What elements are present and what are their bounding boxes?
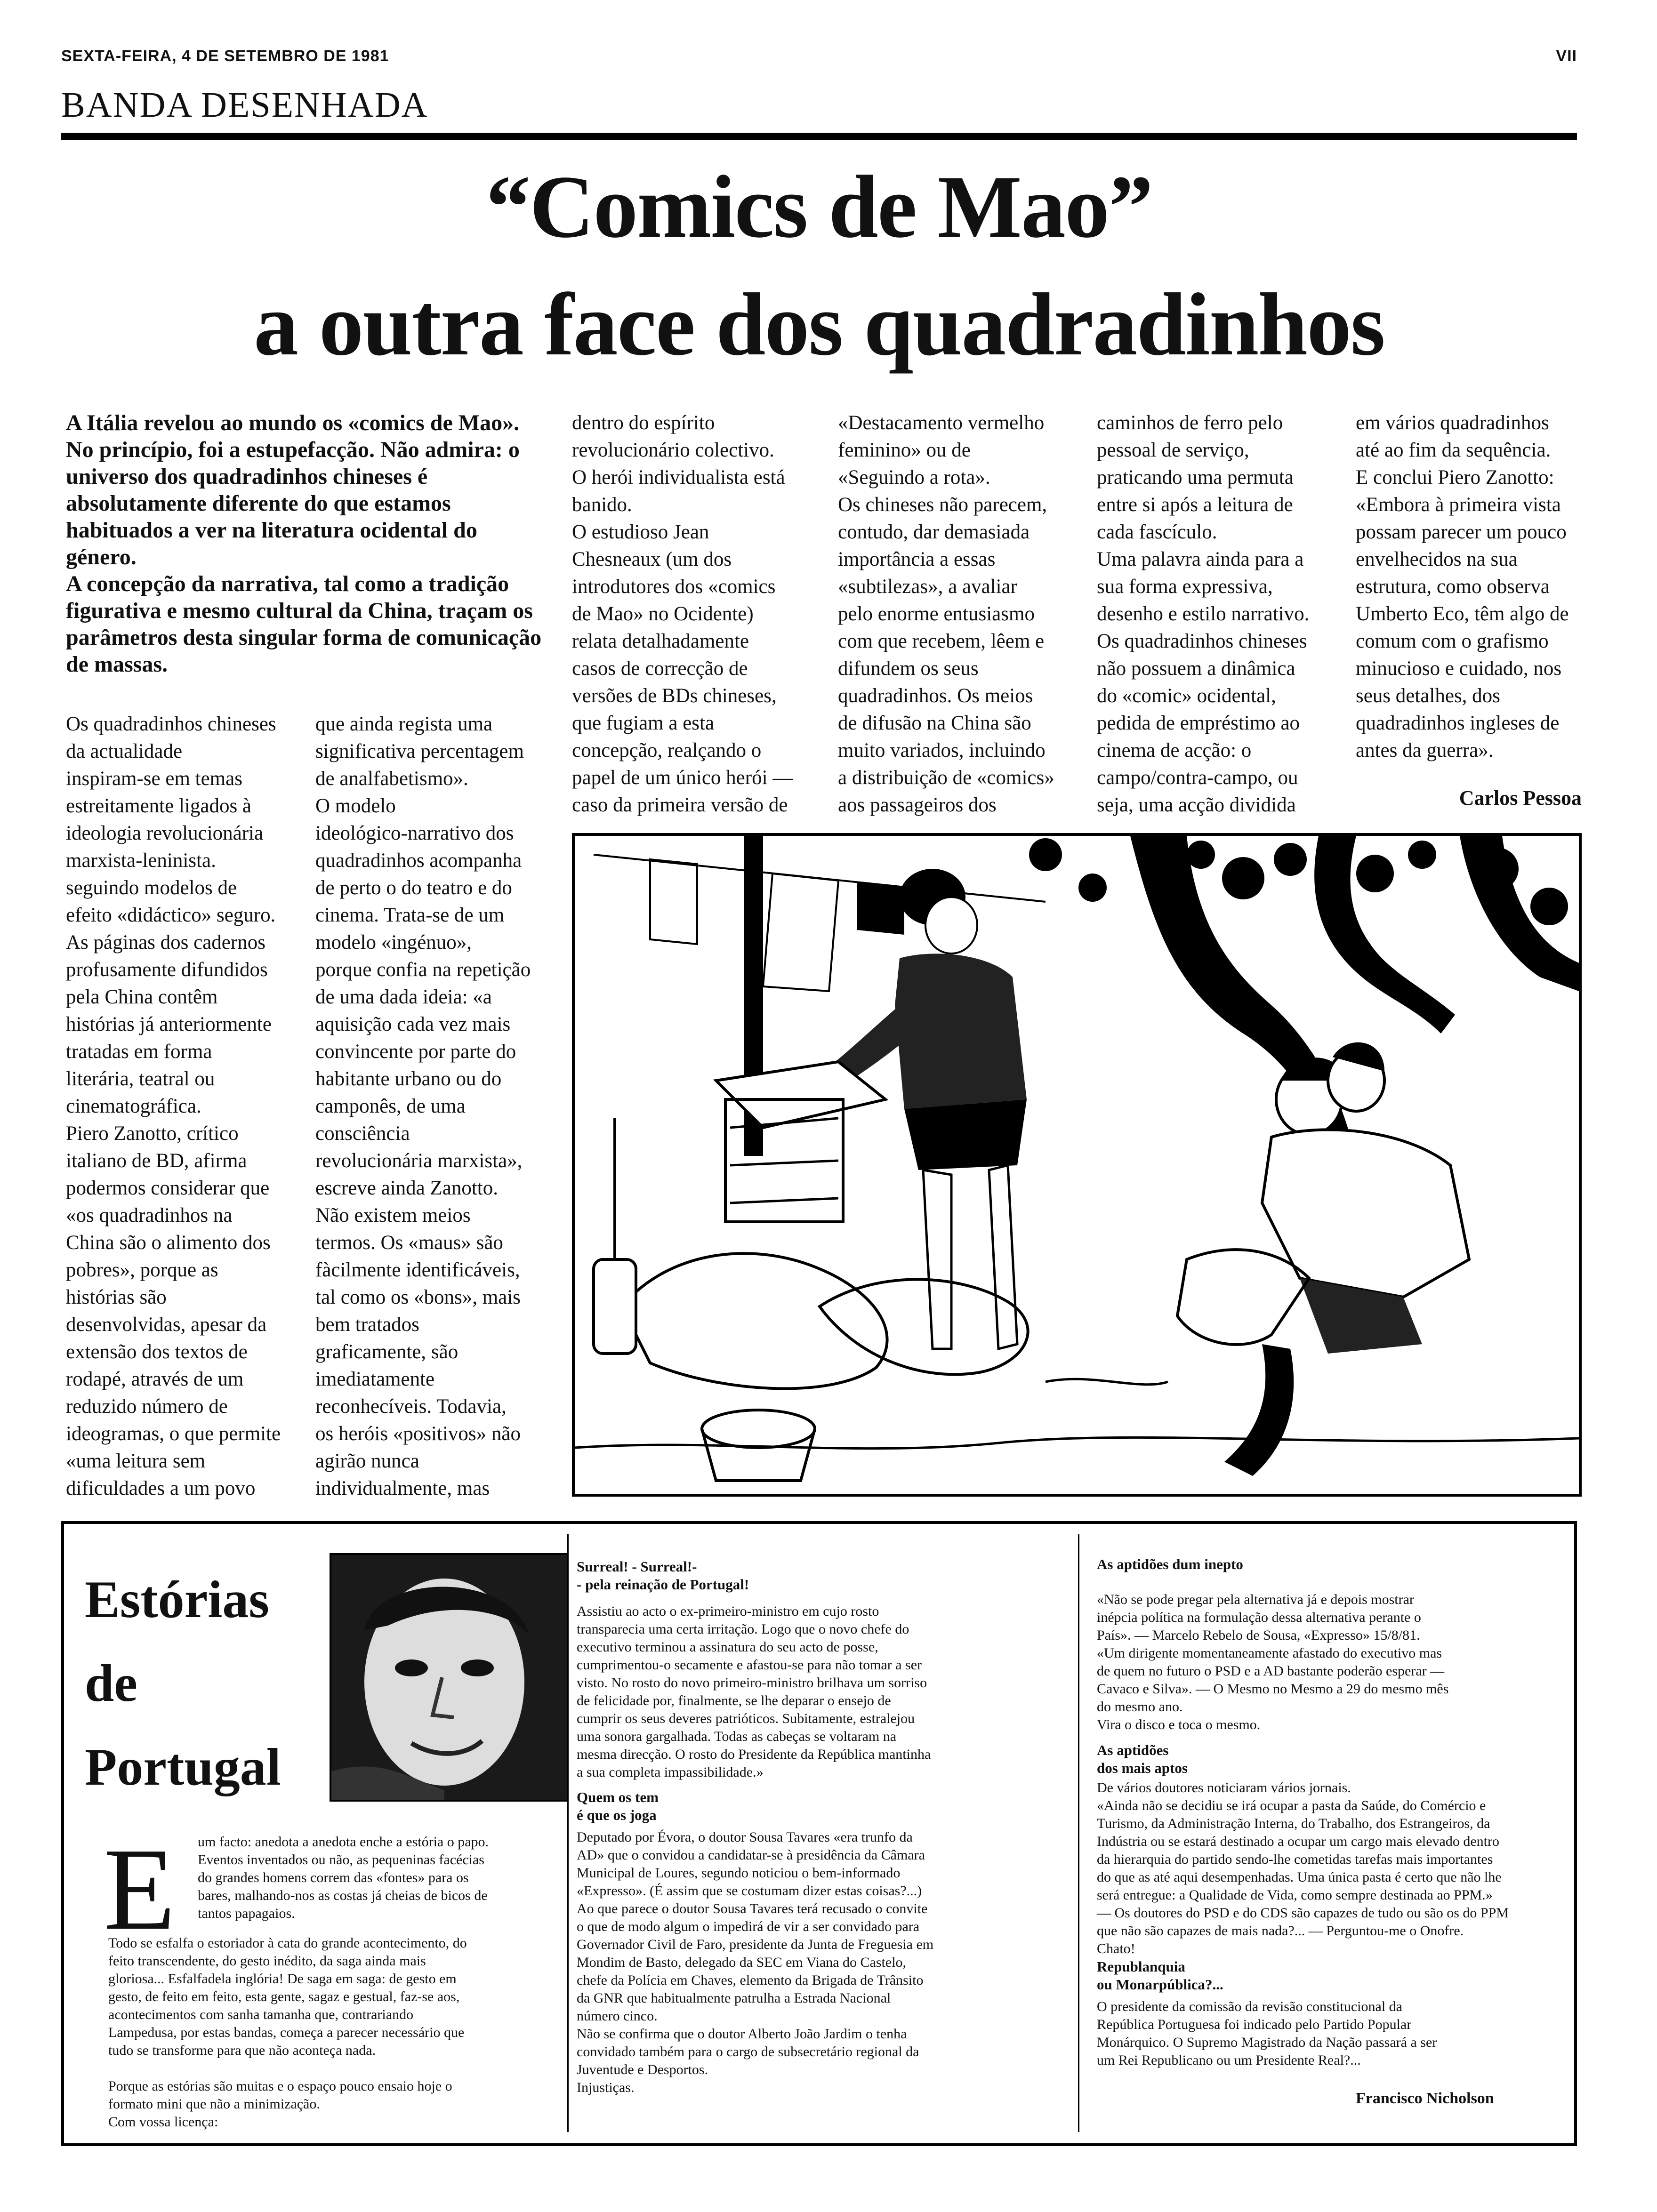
article-line: caminhos de ferro pelo [1097,412,1283,434]
article-line: praticando uma permuta [1097,466,1294,489]
article-line: «Embora à primeira vista [1356,494,1561,516]
estorias-line: chefe da Polícia em Chaves, elemento da Brigada de Trânsito [577,1972,924,1988]
article-column-6 [1356,409,1569,764]
section-rule [61,133,1577,140]
article-line: possam parecer um pouco [1356,521,1567,543]
article-line: seguindo modelos de [66,877,237,899]
article-line: O modelo [315,795,396,817]
article-line: «Destacamento vermelho [838,412,1045,434]
republanquia-heading-line: Republanquia [1097,1958,1185,1975]
lead-paragraph: A concepção da narrativa, tal como a tradição figurativa e mesmo cultural da China, traçam os parâmetros desta singular forma de comunicação de massas. [66,571,542,677]
estorias-line: o que de modo algum o impedirá de vir a ser convidado para [577,1919,920,1934]
surreal-heading-line: Surreal! - Surreal!- [577,1558,697,1575]
article-line: bem tratados [315,1314,419,1336]
aptidoes-aptos-heading [1097,1741,1188,1777]
estorias-line: visto. No rosto do novo primeiro-ministro brilhava um sorriso [577,1675,927,1691]
article-line: cinema. Trata-se de um [315,904,505,926]
estorias-line: Chato! [1097,1941,1135,1956]
article-line: de analfabetismo». [315,768,468,790]
estorias-line: uma sonora gargalhada. Todas as cabeças se voltaram na [577,1729,897,1744]
article-line: cinema de acção: o [1097,739,1252,761]
aptidoes-aptos-heading-line: dos mais aptos [1097,1760,1188,1776]
article-line: Os quadradinhos chineses [1097,630,1307,652]
headline-line-2: a outra face dos quadradinhos [254,275,1384,374]
article-line: casos de correcção de [572,657,748,680]
estorias-line: País». — Marcelo Rebelo de Sousa, «Expresso» 15/8/81. [1097,1627,1420,1643]
article-line: histórias são [66,1286,167,1308]
article-line: tratadas em forma [66,1041,212,1063]
estorias-line: número cinco. [577,2008,658,2024]
estorias-line: formato mini que não a minimização. [108,2096,320,2112]
article-line: extensão dos textos de [66,1341,248,1363]
estorias-line: AD» que o convidou a candidatar-se à presidência da Câmara [577,1847,925,1863]
estorias-line: — Os doutores do PSD e do CDS são capazes de tudo ou são os do PPM [1097,1905,1509,1921]
article-line: desenvolvidas, apesar da [66,1314,267,1336]
estorias-line: «Não se pode pregar pela alternativa já e depois mostrar [1097,1592,1414,1607]
estorias-line: Governador Civil de Faro, presidente da Junta de Freguesia em [577,1937,934,1952]
article-line: quadradinhos. Os meios [838,685,1033,707]
article-line: até ao fim da sequência. [1356,439,1551,461]
estorias-line: de felicidade por, finalmente, se lhe deparar o ensejo de [577,1693,891,1708]
article-line: inspiram-se em temas [66,768,242,790]
article-line: banido. [572,494,632,516]
estorias-line: do grandes homens correm das «fontes» para os [198,1870,469,1885]
article-line: feminino» ou de [838,439,971,461]
article-line: «os quadradinhos na [66,1204,233,1226]
page-number: VII [1556,47,1577,65]
article-line: agirão nunca [315,1450,419,1472]
quem-os-tem-heading-line: é que os joga [577,1807,657,1823]
article-line: imediatamente [315,1368,435,1390]
estorias-line: de quem no futuro o PSD e a AD bastante poderão esperar — [1097,1663,1445,1679]
article-line: consciência [315,1122,410,1145]
estorias-line: «Ainda não se decidiu se irá ocupar a pasta da Saúde, do Comércio e [1097,1798,1486,1813]
estorias-line: do que as até aqui desempenhadas. Uma única pasta é certo que não lhe [1097,1869,1502,1885]
estorias-line: Monárquico. O Supremo Magistrado da Nação passará a ser [1097,2035,1437,2050]
estorias-line: Com vossa licença: [108,2114,218,2130]
article-line: pela China contêm [66,986,218,1008]
article-line: Os chineses não parecem, [838,494,1047,516]
estorias-line: transparecia uma certa irritação. Logo que o novo chefe do [577,1621,909,1637]
article-line: significativa percentagem [315,740,524,762]
estorias-line: Indústria ou se estará destinado a ocupar um cargo mais elevado dentro [1097,1834,1499,1849]
republanquia-heading-line: ou Monarpública?... [1097,1976,1223,1993]
article-line: italiano de BD, afirma [66,1150,247,1172]
article-line: contudo, dar demasiada [838,521,1030,543]
estorias-line: da GNR que habitualmente patrulha a Estrada Nacional [577,1990,891,2006]
estorias-line: um facto: anedota a anedota enche a estória o papo. [198,1834,489,1850]
article-line: ideologia revolucionária [66,822,264,844]
article-line: revolucionário colectivo. [572,439,774,461]
estorias-line: Porque as estórias são muitas e o espaço pouco ensaio hoje o [108,2078,452,2094]
article-line: sua forma expressiva, [1097,576,1273,598]
quem-os-tem-heading [577,1788,659,1824]
article-byline: Carlos Pessoa [1459,786,1582,809]
article-line: caso da primeira versão de [572,794,788,816]
article-line: pelo enorme entusiasmo [838,603,1035,625]
estorias-line: feito transcendente, do gesto inédito, da saga ainda mais [108,1953,426,1969]
article-line: que fugiam a esta [572,712,715,734]
article-line: com que recebem, lêem e [838,630,1045,652]
estorias-line: Assistiu ao acto o ex-primeiro-ministro em cujo rosto [577,1603,879,1619]
article-line: camponês, de uma [315,1095,466,1117]
estorias-line: gloriosa... Esfalfadela inglória! De saga em saga: de gesto em [108,1971,457,1987]
estorias-line: República Portuguesa foi indicado pelo Partido Popular [1097,2017,1412,2032]
article-line: reconhecíveis. Todavia, [315,1395,507,1418]
article-line: os heróis «positivos» não [315,1423,521,1445]
estorias-line: Deputado por Évora, o doutor Sousa Tavares «era trunfo da [577,1829,913,1845]
article-line: desenho e estilo narrativo. [1097,603,1310,625]
article-line: aquisição cada vez mais [315,1013,511,1035]
article-line: aos passageiros dos [838,794,997,816]
estorias-line: da hierarquia do partido sendo-lhe cometidas tarefas mais importantes [1097,1851,1493,1867]
article-line: de uma dada ideia: «a [315,986,492,1008]
estorias-title-line: Estórias [85,1571,269,1629]
article-line: «Seguindo a rota». [838,466,990,489]
section-title: BANDA DESENHADA [61,85,428,125]
article-line: relata detalhadamente [572,630,749,652]
lead-paragraph: A Itália revelou ao mundo os «comics de Mao». No princípio, foi a estupefacção. Não admira: o universo dos quadradinhos chineses é absolutamente diferente do que estamos habituados a ver na literatura ocidental do género. [66,410,520,569]
estorias-line: O presidente da comissão da revisão constitucional da [1097,1999,1402,2014]
estorias-line: Municipal de Loures, segundo noticiou o bem-informado [577,1865,901,1881]
aptidoes-aptos-text [1097,1779,1509,1958]
article-line: comum com o grafismo [1356,630,1549,652]
estorias-line: executivo terminou a assinatura do seu acto de posse, [577,1639,878,1655]
article-line: antes da guerra». [1356,739,1494,761]
article-line: da actualidade [66,740,183,762]
comic-scene-drawing [575,836,1579,1494]
article-line: porque confia na repetição [315,959,531,981]
estorias-line: do mesmo ano. [1097,1699,1183,1715]
republanquia-heading [1097,1958,1223,1994]
article-lead [66,409,546,678]
surreal-heading [577,1558,749,1594]
article-line: habitante urbano ou do [315,1068,502,1090]
article-line: do «comic» ocidental, [1097,685,1276,707]
estorias-line: tantos papagaios. [198,1906,295,1921]
article-line: em vários quadradinhos [1356,412,1549,434]
estorias-line: Cavaco e Silva». — O Mesmo no Mesmo a 29 do mesmo mês [1097,1681,1449,1697]
quem-os-tem-text [577,1828,933,2097]
quem-os-tem-heading-line: Quem os tem [577,1789,659,1805]
article-line: Os quadradinhos chineses [66,713,276,735]
comic-illustration [572,833,1582,1497]
article-line: O estudioso Jean [572,521,709,543]
article-line: pobres», porque as [66,1259,218,1281]
article-line: termos. Os «maus» são [315,1232,503,1254]
article-line: seus detalhes, dos [1356,685,1500,707]
estorias-line: Juventude e Desportos. [577,2062,708,2077]
article-line: O herói individualista está [572,466,785,489]
article-line: «uma leitura sem [66,1450,206,1472]
surreal-text [577,1603,931,1781]
article-line: rodapé, através de um [66,1368,244,1390]
estorias-line: gesto, de feito em feito, esta gente, sagaz e gestual, faz-se aos, [108,1989,460,2004]
article-line: escreve ainda Zanotto. [315,1177,499,1199]
article-column-5 [1097,409,1309,819]
article-line: cada fascículo. [1097,521,1217,543]
article-line: Uma palavra ainda para a [1097,548,1304,570]
article-line: cinematográfica. [66,1095,201,1117]
estorias-body [108,1934,467,2131]
article-line: quadradinhos acompanha [315,850,522,872]
estorias-line: Ao que parece o doutor Sousa Tavares terá recusado o convite [577,1901,928,1916]
estorias-line: «Expresso». (É assim que se costumam dizer estas coisas?...) [577,1883,922,1899]
article-line: envelhecidos na sua [1356,548,1518,570]
estorias-intro [198,1833,489,1923]
article-line: «subtilezas», a avaliar [838,576,1017,598]
article-line: papel de um único herói — [572,767,793,789]
estorias-line: inépcia política na formulação dessa alternativa perante o [1097,1610,1421,1625]
article-line: campo/contra-campo, ou [1097,767,1298,789]
republanquia-text [1097,1998,1437,2069]
article-line: reduzido número de [66,1395,228,1418]
drop-cap: E [104,1824,176,1955]
article-line: Umberto Eco, têm algo de [1356,603,1569,625]
article-column-1 [66,711,281,1502]
signature: Francisco Nicholson [1356,2090,1494,2107]
article-column-4 [838,409,1054,819]
author-photo [330,1553,569,1802]
article-line: pessoal de serviço, [1097,439,1249,461]
article-line: dentro do espírito [572,412,715,434]
article-line: graficamente, são [315,1341,458,1363]
estorias-line: que não são capazes de mais nada?... — Perguntou-me o Onofre. [1097,1923,1464,1939]
article-line: importância a essas [838,548,996,570]
estorias-line: acontecimentos com sanha tamanha que, contrariando [108,2007,414,2022]
article-column-2 [315,711,531,1502]
article-line: modelo «ingénuo», [315,931,472,954]
estorias-line: um Rei Republicano ou um Presidente Real?... [1097,2052,1361,2068]
article-line: Chesneaux (um dos [572,548,732,570]
estorias-line: Não se confirma que o doutor Alberto João Jardim o tenha [577,2026,907,2042]
article-line: concepção, realçando o [572,739,762,761]
article-line: entre si após a leitura de [1097,494,1293,516]
running-head-date: SEXTA-FEIRA, 4 DE SETEMBRO DE 1981 [61,47,389,65]
article-line: As páginas dos cadernos [66,931,265,954]
surreal-heading-line: - pela reinação de Portugal! [577,1576,749,1593]
estorias-line: Turismo, da Administração Interna, do Trabalho, dos Estrangeiros, da [1097,1816,1490,1831]
article-line: China são o alimento dos [66,1232,271,1254]
article-line: estrutura, como observa [1356,576,1550,598]
estorias-line: a sua completa impassibilidade.» [577,1764,764,1780]
article-line: Não existem meios [315,1204,471,1226]
article-line: minucioso e cuidado, nos [1356,657,1562,680]
estorias-line: Injustiças. [577,2080,635,2095]
article-line: individualmente, mas [315,1477,490,1499]
estorias-line: mesma direcção. O rosto do Presidente da República mantinha [577,1747,931,1762]
article-line: de difusão na China são [838,712,1031,734]
article-line: de Mao» no Ocidente) [572,603,754,625]
headline-line-1: “Comics de Mao” [486,158,1152,256]
estorias-line: cumprir os seus deveres patrióticos. Subitamente, estralejou [577,1711,915,1726]
estorias-line: Mondim de Basto, delegado da SEC em Viana do Castelo, [577,1955,907,1970]
article-line: quadradinhos ingleses de [1356,712,1560,734]
article-line: a distribuição de «comics» [838,767,1054,789]
article-line: fàcilmente identificáveis, [315,1259,520,1281]
article-line: convincente por parte do [315,1041,516,1063]
estorias-line: será entregue: a Qualidade de Vida, como sempre destinada ao PPM.» [1097,1887,1493,1903]
article-line: E conclui Piero Zanotto: [1356,466,1554,489]
article-line: ideológico-narrativo dos [315,822,514,844]
article-line: efeito «didáctico» seguro. [66,904,276,926]
article-line: não possuem a dinâmica [1097,657,1295,680]
article-line: versões de BDs chineses, [572,685,777,707]
article-line: introdutores dos «comics [572,576,776,598]
article-line: Piero Zanotto, crítico [66,1122,239,1145]
column-rule [1078,1534,1079,2132]
estorias-line: Eventos inventados ou não, as pequeninas facécias [198,1852,484,1867]
aptidoes-inepto-heading: As aptidões dum inepto [1097,1556,1243,1572]
estorias-line: tudo se transforme para que não aconteça nada. [108,2043,376,2058]
estorias-title [85,1558,281,1809]
article-line: pedida de empréstimo ao [1097,712,1300,734]
article-line: difundem os seus [838,657,979,680]
article-line: tal como os «bons», mais [315,1286,521,1308]
author-photo-image [331,1555,567,1800]
article-line: dificuldades a um povo [66,1477,256,1499]
article-column-3 [572,409,793,819]
article-line: profusamente difundidos [66,959,268,981]
aptidoes-aptos-heading-line: As aptidões [1097,1742,1169,1758]
article-line: que ainda regista uma [315,713,493,735]
article-line: marxista-leninista. [66,850,216,872]
estorias-line: «Um dirigente momentaneamente afastado do executivo mas [1097,1645,1442,1661]
article-line: de perto o do teatro e do [315,877,512,899]
estorias-line: cumprimentou-o secamente e afastou-se para não tomar a ser [577,1657,922,1673]
estorias-line [108,2060,467,2077]
article-line: revolucionária marxista», [315,1150,523,1172]
article-line: literária, teatral ou [66,1068,215,1090]
estorias-title-line: de [85,1654,137,1713]
estorias-title-line: Portugal [85,1738,281,1796]
article-line: histórias já anteriormente [66,1013,272,1035]
article-line: seja, uma acção dividida [1097,794,1296,816]
estorias-line: Todo se esfalfa o estoriador à cata do grande acontecimento, do [108,1935,467,1951]
aptidoes-inepto-text [1097,1591,1448,1734]
estorias-line: De vários doutores noticiaram vários jornais. [1097,1780,1351,1795]
article-line: estreitamente ligados à [66,795,252,817]
article-line: ideogramas, o que permite [66,1423,281,1445]
article-line: muito variados, incluindo [838,739,1046,761]
estorias-line: Lampedusa, por estas bandas, começa a parecer necessário que [108,2025,465,2040]
article-line: podermos considerar que [66,1177,270,1199]
estorias-line: bares, malhando-nos as costas já cheias de bicos de [198,1888,488,1903]
estorias-line: Vira o disco e toca o mesmo. [1097,1717,1261,1732]
estorias-line: convidado também para o cargo de subsecretário regional da [577,2044,919,2060]
